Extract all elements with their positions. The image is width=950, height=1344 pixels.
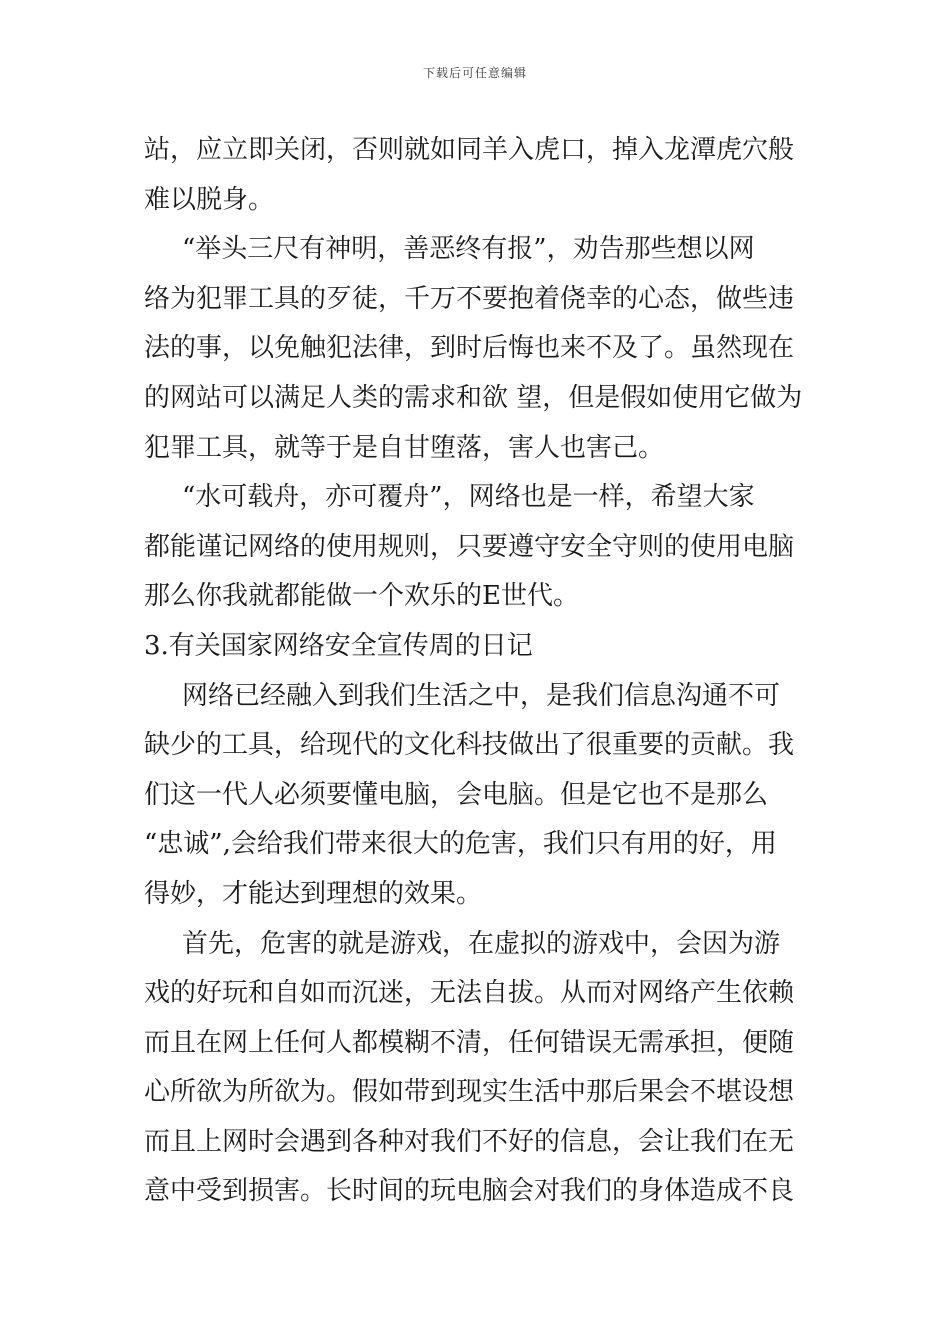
text-line: “忠诚”,会给我们带来很大的危害，我们只有用的好，用 (144, 829, 777, 860)
text-line: 们这一代人必须要懂电脑，会电脑。但是它也不是那么 (144, 779, 769, 810)
page-header: 下载后可任意编辑 (422, 66, 527, 80)
text-line: 站，应立即关闭，否则就如同羊入虎口，掉入龙潭虎穴般 (144, 135, 795, 165)
text-line: 难以脱身。 (144, 184, 275, 215)
text-line: 犯罪工具，就等于是自甘堕落，害人也害己。 (144, 432, 665, 463)
text-line: 那么你我就都能做一个欢乐的E世代。 (144, 581, 579, 612)
text-line: 得妙，才能达到理想的效果。 (144, 878, 483, 909)
text-line: 法的事，以免触犯法律，到时后悔也来不及了。虽然现在 (144, 333, 795, 364)
text-line: 的网站可以满足人类的需求和欲 望，但是假如使用它做为 (144, 382, 803, 413)
text-line: 都能谨记网络的使用规则，只要遵守安全守则的使用电脑 (144, 531, 795, 562)
text-line: 心所欲为所欲为。假如带到现实生活中那后果会不堪设想 (144, 1077, 795, 1108)
text-line: 意中受到损害。长时间的玩电脑会对我们的身体造成不良 (144, 1176, 795, 1207)
document-body (144, 126, 810, 1217)
text-line: “举头三尺有神明，善恶终有报”，劝告那些想以网 (182, 234, 755, 265)
text-line: 网络已经融入到我们生活之中，是我们信息沟通不可 (182, 680, 781, 711)
text-line: 而且在网上任何人都模糊不清，任何错误无需承担，便随 (144, 1027, 795, 1058)
text-line: 而且上网时会遇到各种对我们不好的信息，会让我们在无 (144, 1126, 795, 1157)
text-line: “水可载舟，亦可覆舟”，网络也是一样，希望大家 (182, 482, 755, 513)
text-line: 络为犯罪工具的歹徒，千万不要抱着侥幸的心态，做些违 (144, 283, 795, 314)
section-heading: 3.有关国家网络安全宣传周的日记 (144, 630, 533, 661)
text-line: 戏的好玩和自如而沉迷，无法自拔。从而对网络产生依赖 (144, 978, 795, 1009)
text-line: 缺少的工具，给现代的文化科技做出了很重要的贡献。我 (144, 730, 795, 761)
text-line: 首先，危害的就是游戏，在虚拟的游戏中，会因为游 (182, 928, 781, 959)
